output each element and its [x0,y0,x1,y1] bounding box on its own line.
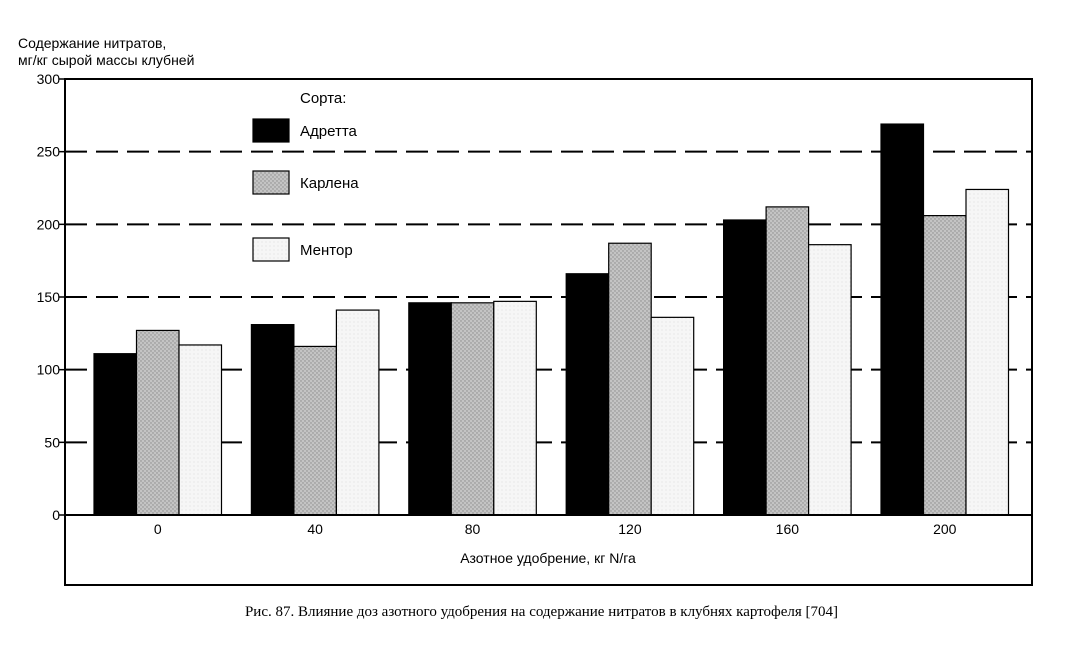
legend-label: Ментор [300,242,353,259]
bar [137,330,180,515]
bar [94,354,137,515]
bar [566,274,609,515]
y-tick-label: 0 [52,507,60,523]
y-tick-label: 250 [36,143,60,160]
bar [494,301,537,515]
y-tick-label: 150 [36,289,60,305]
legend-label: Адретта [300,123,357,140]
y-tick-label: 100 [36,361,60,378]
bar [966,189,1009,515]
bar [409,303,452,515]
x-tick-label: 0 [153,521,162,537]
bar [609,243,652,515]
bar [251,325,294,515]
x-ticks [154,521,957,537]
y-tick-label: 300 [36,71,60,87]
y-axis-label-line2: мг/кг сырой массы клубней [18,52,195,68]
x-tick-label: 200 [933,521,957,537]
legend-title: Сорта: [300,90,347,107]
x-tick-label: 40 [307,521,323,537]
y-ticks [37,71,65,523]
bar [924,216,967,515]
bar [724,220,767,515]
bar [336,310,379,515]
bar [294,346,337,515]
legend-swatch [253,119,289,142]
bar [881,124,924,515]
legend [253,90,359,261]
y-axis-label-line1: Содержание нитратов, [18,35,167,51]
bar [766,207,809,515]
bar [451,303,494,515]
legend-swatch [253,171,289,194]
y-tick-label: 200 [36,216,60,233]
y-tick-label: 50 [44,434,60,451]
x-axis-label: Азотное удобрение, кг N/га [460,550,636,566]
figure-caption: Рис. 87. Влияние доз азотного удобрения на содержание нитратов в клубнях картофеля [704] [244,604,839,620]
x-tick-label: 120 [618,521,642,537]
bar [651,317,694,515]
bars [94,124,1009,515]
x-tick-label: 160 [775,521,800,537]
legend-swatch [253,238,289,261]
bar [809,245,852,515]
x-tick-label: 80 [464,521,481,537]
legend-label: Карлена [300,175,359,192]
bar [179,345,222,515]
